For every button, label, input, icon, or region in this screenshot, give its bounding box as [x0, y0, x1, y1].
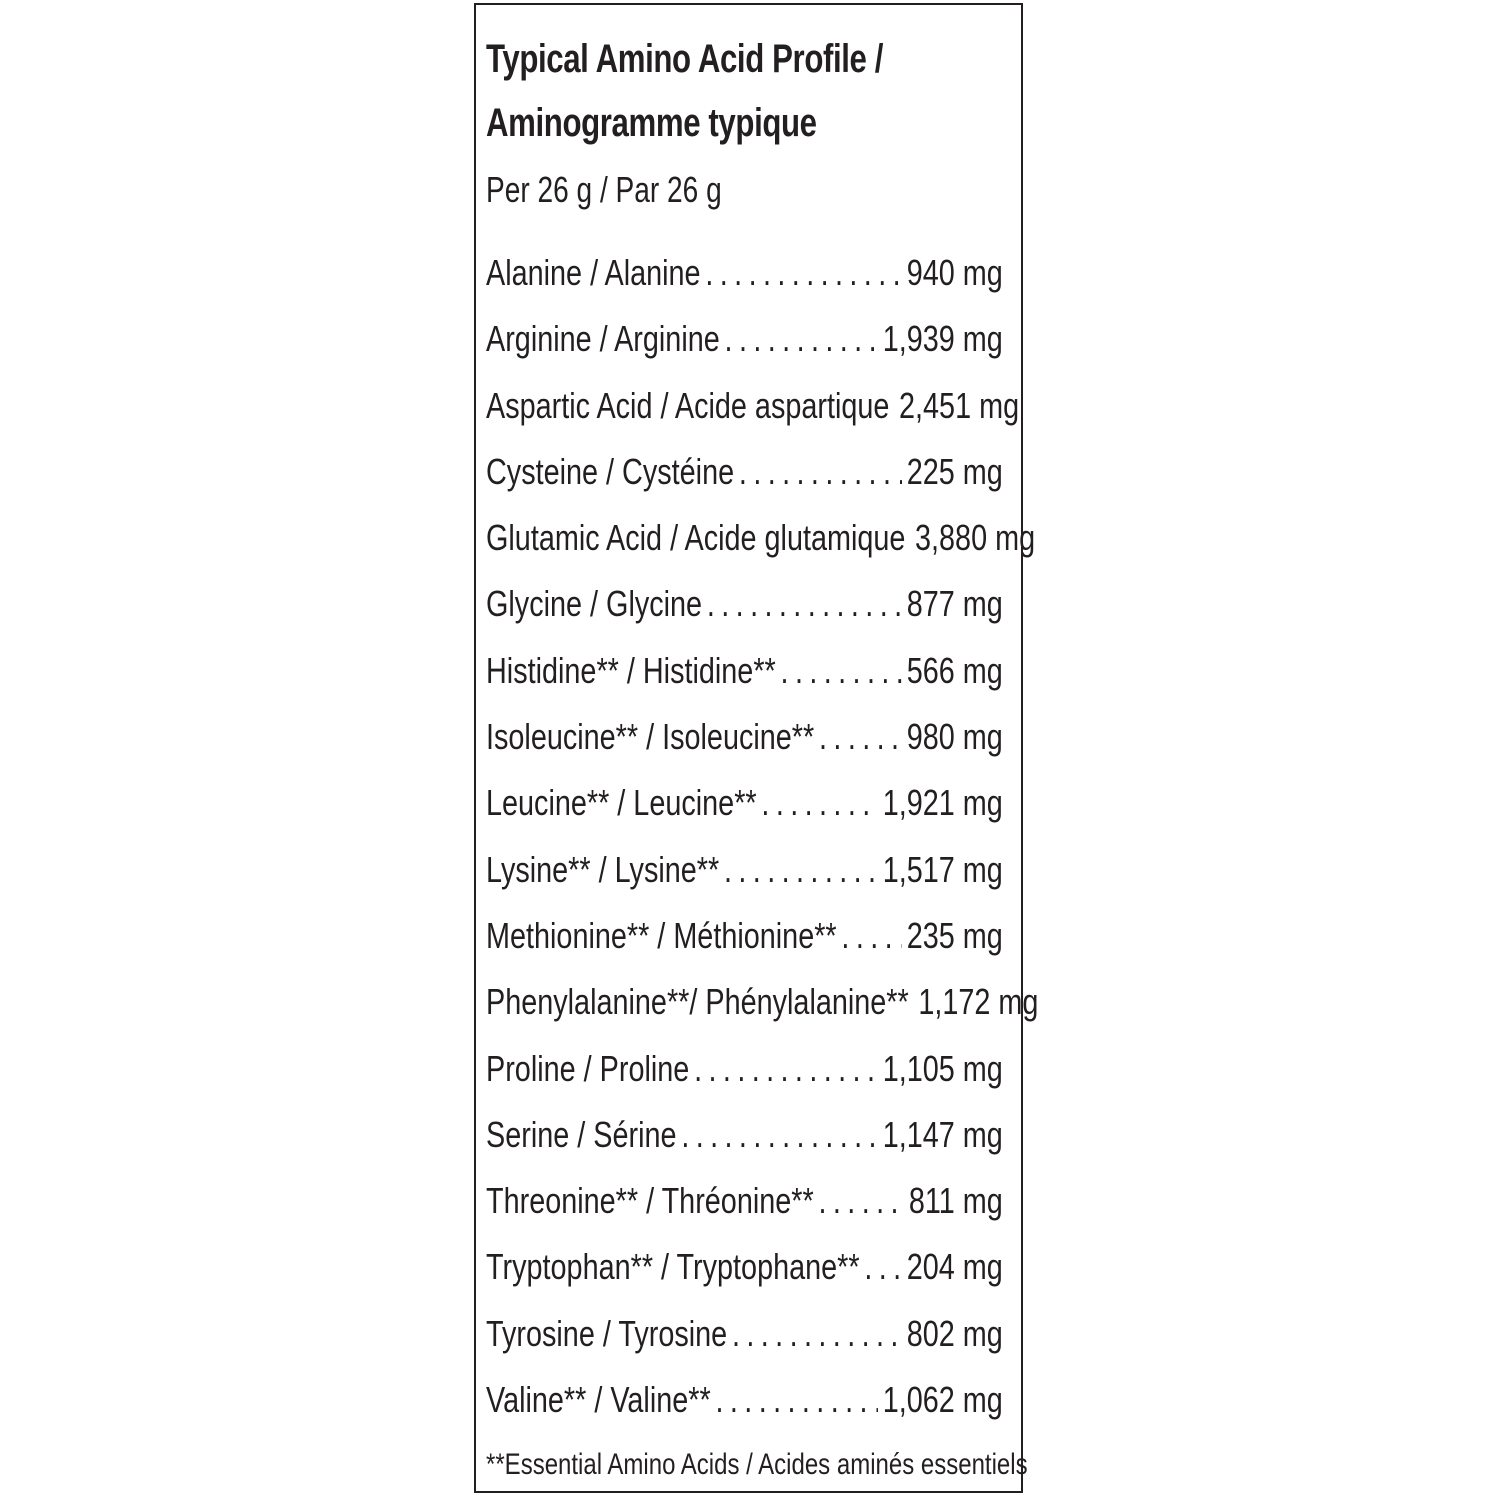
amino-acid-profile-panel	[474, 3, 1039, 1493]
amino-acid-row-content	[486, 1044, 1003, 1094]
amino-acid-row	[486, 1110, 1003, 1176]
footnote: **Essential Amino Acids / Acides aminés essentiels	[486, 1448, 1028, 1481]
amino-acid-amount: 566 mg	[906, 649, 1003, 691]
dot-leader	[761, 778, 878, 828]
amino-acid-amount: 1,172 mg	[918, 981, 1039, 1023]
amino-acid-row-content	[486, 778, 1003, 828]
title-line-1: Typical Amino Acid Profile /	[486, 37, 884, 81]
amino-acid-row-content	[486, 977, 1039, 1027]
dot-leader	[715, 1375, 877, 1425]
amino-acid-amount: 980 mg	[906, 716, 1003, 758]
amino-acid-row-content	[486, 646, 1003, 696]
amino-acid-amount: 802 mg	[906, 1312, 1003, 1354]
amino-acid-amount: 1,517 mg	[882, 848, 1003, 890]
amino-acid-name: Isoleucine** / Isoleucine**	[486, 716, 815, 758]
amino-acid-row-content	[486, 1176, 1003, 1226]
amino-acid-name: Alanine / Alanine	[486, 252, 701, 293]
amino-acid-row	[486, 1044, 1003, 1110]
amino-acid-amount: 1,921 mg	[882, 782, 1003, 824]
dot-leader	[781, 646, 902, 696]
dot-leader	[864, 1242, 902, 1292]
amino-acid-row-content	[486, 314, 1003, 364]
amino-acid-amount: 811 mg	[908, 1180, 1003, 1222]
dot-leader	[681, 1110, 878, 1160]
amino-acid-row	[486, 381, 1020, 447]
panel-title	[486, 27, 892, 155]
dot-leader	[819, 712, 902, 762]
amino-acid-row	[486, 1309, 1003, 1375]
amino-acid-name: Methionine** / Méthionine**	[486, 914, 837, 956]
amino-acid-name: Glutamic Acid / Acide glutamique	[486, 517, 906, 559]
amino-acid-row-content	[486, 845, 1003, 895]
dot-leader	[739, 447, 902, 497]
amino-acid-row-content	[486, 1309, 1003, 1359]
amino-acid-row-content	[486, 1242, 1003, 1292]
amino-acid-amount: 1,939 mg	[882, 318, 1003, 360]
amino-acid-name: Aspartic Acid / Acide aspartique	[486, 384, 890, 426]
amino-acid-row	[486, 977, 1039, 1043]
amino-acid-row-content	[486, 579, 1003, 629]
amino-acid-amount: 877 mg	[906, 583, 1003, 625]
dot-leader	[841, 911, 902, 961]
amino-acid-name: Serine / Sérine	[486, 1113, 677, 1155]
amino-acid-name: Leucine** / Leucine**	[486, 782, 757, 824]
amino-acid-row-content	[486, 447, 1003, 497]
amino-acid-amount: 204 mg	[906, 1246, 1003, 1288]
amino-acid-amount: 1,147 mg	[882, 1113, 1003, 1155]
amino-acid-name: Histidine** / Histidine**	[486, 649, 776, 691]
amino-acid-row	[486, 314, 1003, 380]
amino-acid-name: Phenylalanine**/ Phénylalanine**	[486, 981, 909, 1023]
amino-acid-amount: 3,880 mg	[915, 517, 1036, 559]
amino-acid-amount: 235 mg	[906, 914, 1003, 956]
amino-acid-row	[486, 1176, 1003, 1242]
amino-acid-row-content	[486, 1110, 1003, 1160]
dot-leader	[732, 1309, 902, 1359]
amino-acid-row	[486, 712, 1003, 778]
amino-acid-name: Arginine / Arginine	[486, 318, 720, 360]
dot-leader	[705, 248, 902, 298]
amino-acid-list	[486, 248, 1039, 1441]
amino-acid-row	[486, 646, 1003, 712]
amino-acid-amount: 1,105 mg	[882, 1047, 1003, 1089]
amino-acid-row-content	[486, 911, 1003, 961]
amino-acid-name: Glycine / Glycine	[486, 583, 703, 625]
amino-acid-row	[486, 1242, 1003, 1308]
amino-acid-amount: 225 mg	[906, 450, 1003, 492]
amino-acid-row	[486, 513, 1036, 579]
serving-size: Per 26 g / Par 26 g	[486, 169, 722, 210]
dot-leader	[725, 314, 878, 364]
dot-leader	[724, 845, 878, 895]
amino-acid-row-content	[486, 712, 1003, 762]
amino-acid-amount: 2,451 mg	[899, 384, 1020, 426]
amino-acid-name: Valine** / Valine**	[486, 1379, 711, 1421]
amino-acid-name: Lysine** / Lysine**	[486, 848, 720, 890]
amino-acid-name: Cysteine / Cystéine	[486, 450, 735, 492]
dot-leader	[818, 1176, 904, 1226]
amino-acid-name: Threonine** / Thréonine**	[486, 1180, 814, 1222]
amino-acid-name: Tryptophan** / Tryptophane**	[486, 1246, 860, 1288]
amino-acid-row	[486, 248, 1003, 314]
amino-acid-row	[486, 911, 1003, 977]
amino-acid-row	[486, 579, 1003, 645]
amino-acid-row-content	[486, 381, 1020, 431]
dot-leader	[694, 1044, 878, 1094]
amino-acid-amount: 940 mg	[906, 252, 1003, 293]
amino-acid-amount: 1,062 mg	[882, 1379, 1003, 1421]
amino-acid-row	[486, 845, 1003, 911]
amino-acid-name: Tyrosine / Tyrosine	[486, 1312, 728, 1354]
amino-acid-row	[486, 778, 1003, 844]
dot-leader	[707, 579, 902, 629]
amino-acid-row	[486, 1375, 1003, 1441]
amino-acid-row-content	[486, 513, 1036, 563]
amino-acid-row	[486, 447, 1003, 513]
amino-acid-row-content	[486, 248, 1003, 298]
amino-acid-name: Proline / Proline	[486, 1047, 690, 1089]
amino-acid-row-content	[486, 1375, 1003, 1425]
title-line-2: Aminogramme typique	[486, 101, 817, 145]
